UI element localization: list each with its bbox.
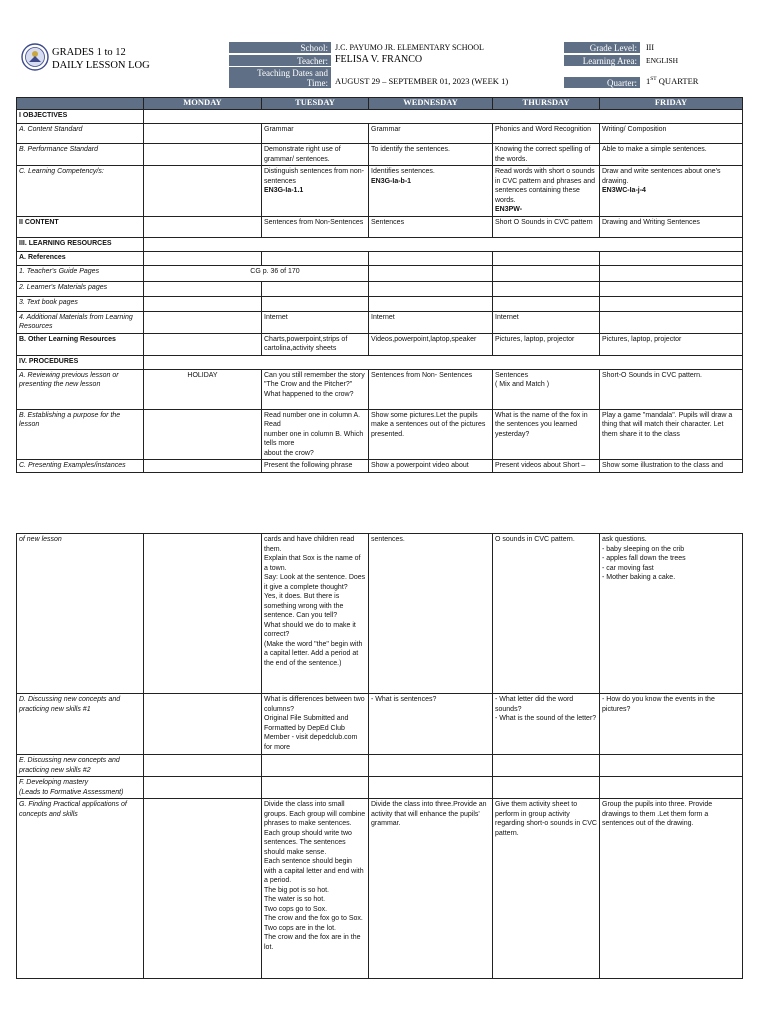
quarter-value: 1ST QUARTER <box>646 76 699 86</box>
learners-materials-row <box>17 281 743 296</box>
discussing-1-row <box>17 694 743 755</box>
title-line-1: GRADES 1 to 12 <box>52 47 126 58</box>
cell-monday-holiday: HOLIDAY <box>144 369 262 409</box>
section-objectives: I OBJECTIVES <box>17 110 144 124</box>
cell-friday: Group the pupils into three. Provide drawings to them .Let them form a sentences out of the drawing. <box>600 799 743 979</box>
row-label-textbook: 3. Text book pages <box>17 296 144 311</box>
dates-label-line-1: Teaching Dates and <box>257 68 328 78</box>
dates-value: AUGUST 29 – SEPTEMBER 01, 2023 (WEEK 1) <box>335 76 509 86</box>
cell-thursday: Give them activity sheet to perform in group activity regarding short-o sounds in CVC pattern. <box>493 799 600 979</box>
cell-tuesday: cards and have children read them. Explain that Sox is the name of a town. Say: Look at the sentence. Does it give a complete thought? Yes, it does. But there is something wrong with the sentence. Can you tell? What should we do to make it correct? (Make the word "the" begin with a capital letter. Add a period at the end of the sentence.) <box>262 534 369 694</box>
cell-thursday: Read words with short o sounds in CVC pattern and phrases and sentences containing these words. EN3PW- <box>493 166 600 217</box>
procedures-section-row <box>17 355 743 369</box>
performance-standard-row <box>17 144 743 166</box>
cell-thursday: Knowing the correct spelling of the words. <box>493 144 600 166</box>
row-label-review: A. Reviewing previous lesson or presenting the new lesson <box>17 369 144 409</box>
practical-applications-row <box>17 799 743 979</box>
cell-wednesday: Sentences from Non- Sentences <box>369 369 493 409</box>
title-line-2: DAILY LESSON LOG <box>52 60 150 71</box>
section-procedures: IV. PROCEDURES <box>17 355 144 369</box>
cell-friday: Able to make a simple sentences. <box>600 144 743 166</box>
section-content: II CONTENT <box>17 216 144 237</box>
review-row <box>17 369 743 409</box>
row-label-learners-materials: 2. Learner's Materials pages <box>17 281 144 296</box>
teachers-guide-row <box>17 265 743 281</box>
cell-friday: Drawing and Writing Sentences <box>600 216 743 237</box>
corner-cell <box>17 98 144 110</box>
cell-tuesday: Grammar <box>262 124 369 144</box>
row-label-purpose: B. Establishing a purpose for the lesson <box>17 409 144 460</box>
cell-friday: Play a game "mandala". Pupils will draw a thing that will match their character. Let them share it to the class <box>600 409 743 460</box>
teachers-guide-value: CG p. 36 of 170 <box>144 265 369 281</box>
day-header-monday: MONDAY <box>144 98 262 110</box>
cell-wednesday: Grammar <box>369 124 493 144</box>
row-label-discussing-2: E. Discussing new concepts and practicing new skills #2 <box>17 755 144 777</box>
row-label-mastery: F. Developing mastery (Leads to Formative Assessment) <box>17 777 144 799</box>
cell-friday: Short-O Sounds in CVC pattern. <box>600 369 743 409</box>
content-row <box>17 216 743 237</box>
row-label-references: A. References <box>17 251 144 265</box>
cell-wednesday: sentences. <box>369 534 493 694</box>
cell-thursday: O sounds in CVC pattern. <box>493 534 600 694</box>
row-label-presenting: C. Presenting Examples/instances <box>17 460 144 473</box>
row-label-competency: C. Learning Competency/s: <box>17 166 144 217</box>
cell-thursday: Short O Sounds in CVC pattern <box>493 216 600 237</box>
day-header-tuesday: TUESDAY <box>262 98 369 110</box>
cell-friday: - How do you know the events in the pictures? <box>600 694 743 755</box>
competency-code: EN3WC-Ia-j-4 <box>602 187 646 194</box>
competency-code: EN3G-Ia-b-1 <box>371 177 412 185</box>
row-label-presenting-continued: of new lesson <box>17 534 144 694</box>
competency-code: EN3PW- <box>495 206 523 213</box>
cell-thursday: Sentences ( Mix and Match ) <box>493 369 600 409</box>
section-learning-resources: III. LEARNING RESOURCES <box>17 237 144 251</box>
row-label-performance-standard: B. Performance Standard <box>17 144 144 166</box>
competency-code: EN3G-Ia-1.1 <box>264 187 304 194</box>
row-label-other-resources: B. Other Learning Resources <box>17 333 144 355</box>
document-title <box>52 46 150 72</box>
cell-wednesday: Show a powerpoint video about <box>369 460 493 473</box>
cell-thursday: What is the name of the fox in the sentences you learned yesterday? <box>493 409 600 460</box>
day-header-row <box>17 98 743 110</box>
cell-tuesday: Charts,powerpoint,strips of cartolina,activity sheets <box>262 333 369 355</box>
cell-thursday: Phonics and Word Recognition <box>493 124 600 144</box>
cell-tuesday: Internet <box>262 311 369 333</box>
cell-wednesday: Divide the class into three.Provide an activity that will enhance the pupils' grammar. <box>369 799 493 979</box>
cell-wednesday: Internet <box>369 311 493 333</box>
row-label-teachers-guide: 1. Teacher's Guide Pages <box>17 265 144 281</box>
row-label-additional-materials: 4. Additional Materials from Learning Resources <box>17 311 144 333</box>
cell-thursday: Pictures, laptop, projector <box>493 333 600 355</box>
deped-seal-icon <box>21 42 49 72</box>
grade-label: Grade Level: <box>564 42 640 53</box>
other-resources-row <box>17 333 743 355</box>
day-header-friday: FRIDAY <box>600 98 743 110</box>
lesson-log-table-page-2 <box>16 533 743 979</box>
dates-label <box>229 67 331 88</box>
cell-friday: Pictures, laptop, projector <box>600 333 743 355</box>
additional-materials-row <box>17 311 743 333</box>
cell-wednesday: Show some pictures.Let the pupils make a sentences out of the pictures presented. <box>369 409 493 460</box>
cell-friday: Draw and write sentences about one's drawing. EN3WC-Ia-j-4 <box>600 166 743 217</box>
cell-thursday: Present videos about Short – <box>493 460 600 473</box>
objectives-section-row <box>17 110 743 124</box>
cell-tuesday: Present the following phrase <box>262 460 369 473</box>
school-value: J.C. PAYUMO JR. ELEMENTARY SCHOOL <box>335 43 484 52</box>
cell-friday: ask questions. - baby sleeping on the crib - apples fall down the trees - car moving fast - Mother baking a cake. <box>600 534 743 694</box>
cell-wednesday: Identifies sentences. EN3G-Ia-b-1 <box>369 166 493 217</box>
cell-tuesday: Demonstrate right use of grammar/ sentences. <box>262 144 369 166</box>
competency-row <box>17 166 743 217</box>
cell-tuesday: Divide the class into small groups. Each group will combine phrases to make sentences. Each group should write two sentences. The sentences should make sense. Each sentence should begin with a capital letter and end with a period. The big pot is so hot. The water is so hot. Two cops go to Sox. The crow and the fox go to Sox. Two cops are in the lot. The crow and the fox are in the lot. <box>262 799 369 979</box>
cell-tuesday: Sentences from Non-Sentences <box>262 216 369 237</box>
lesson-log-table-page-1 <box>16 97 743 473</box>
cell-wednesday: Sentences <box>369 216 493 237</box>
quarter-label: Quarter: <box>564 77 640 88</box>
cell-thursday: Internet <box>493 311 600 333</box>
textbook-row <box>17 296 743 311</box>
cell-friday: Writing/ Composition <box>600 124 743 144</box>
cell-tuesday: What is differences between two columns? Original File Submitted and Formatted by DepEd Club Member - visit depedclub.com for more <box>262 694 369 755</box>
cell-friday: Show some illustration to the class and <box>600 460 743 473</box>
cell-wednesday: - What is sentences? <box>369 694 493 755</box>
area-label: Learning Area: <box>564 55 640 66</box>
school-label: School: <box>229 42 331 53</box>
presenting-continued-row <box>17 534 743 694</box>
cell-wednesday: Videos,powerpoint,laptop,speaker <box>369 333 493 355</box>
row-label-practical-applications: G. Finding Practical applications of concepts and skills <box>17 799 144 979</box>
row-label-content-standard: A. Content Standard <box>17 124 144 144</box>
dates-label-line-2: Time: <box>306 78 328 88</box>
purpose-row <box>17 409 743 460</box>
teacher-label: Teacher: <box>229 55 331 66</box>
row-label-discussing-1: D. Discussing new concepts and practicing new skills #1 <box>17 694 144 755</box>
references-row <box>17 251 743 265</box>
mastery-row <box>17 777 743 799</box>
content-standard-row <box>17 124 743 144</box>
cell-wednesday: To identify the sentences. <box>369 144 493 166</box>
area-value: ENGLISH <box>646 56 679 65</box>
cell-tuesday: Can you still remember the story "The Crow and the Pitcher?" What happened to the crow? <box>262 369 369 409</box>
grade-value: III <box>646 43 654 52</box>
cell-tuesday: Read number one in column A. Read number one in column B. Which tells more about the crow? <box>262 409 369 460</box>
cell-thursday: - What letter did the word sounds? - What is the sound of the letter? <box>493 694 600 755</box>
day-header-wednesday: WEDNESDAY <box>369 98 493 110</box>
teacher-value: FELISA V. FRANCO <box>335 54 423 65</box>
presenting-row <box>17 460 743 473</box>
resources-section-row <box>17 237 743 251</box>
cell-tuesday: Distinguish sentences from non-sentences EN3G-Ia-1.1 <box>262 166 369 217</box>
day-header-thursday: THURSDAY <box>493 98 600 110</box>
discussing-2-row <box>17 755 743 777</box>
